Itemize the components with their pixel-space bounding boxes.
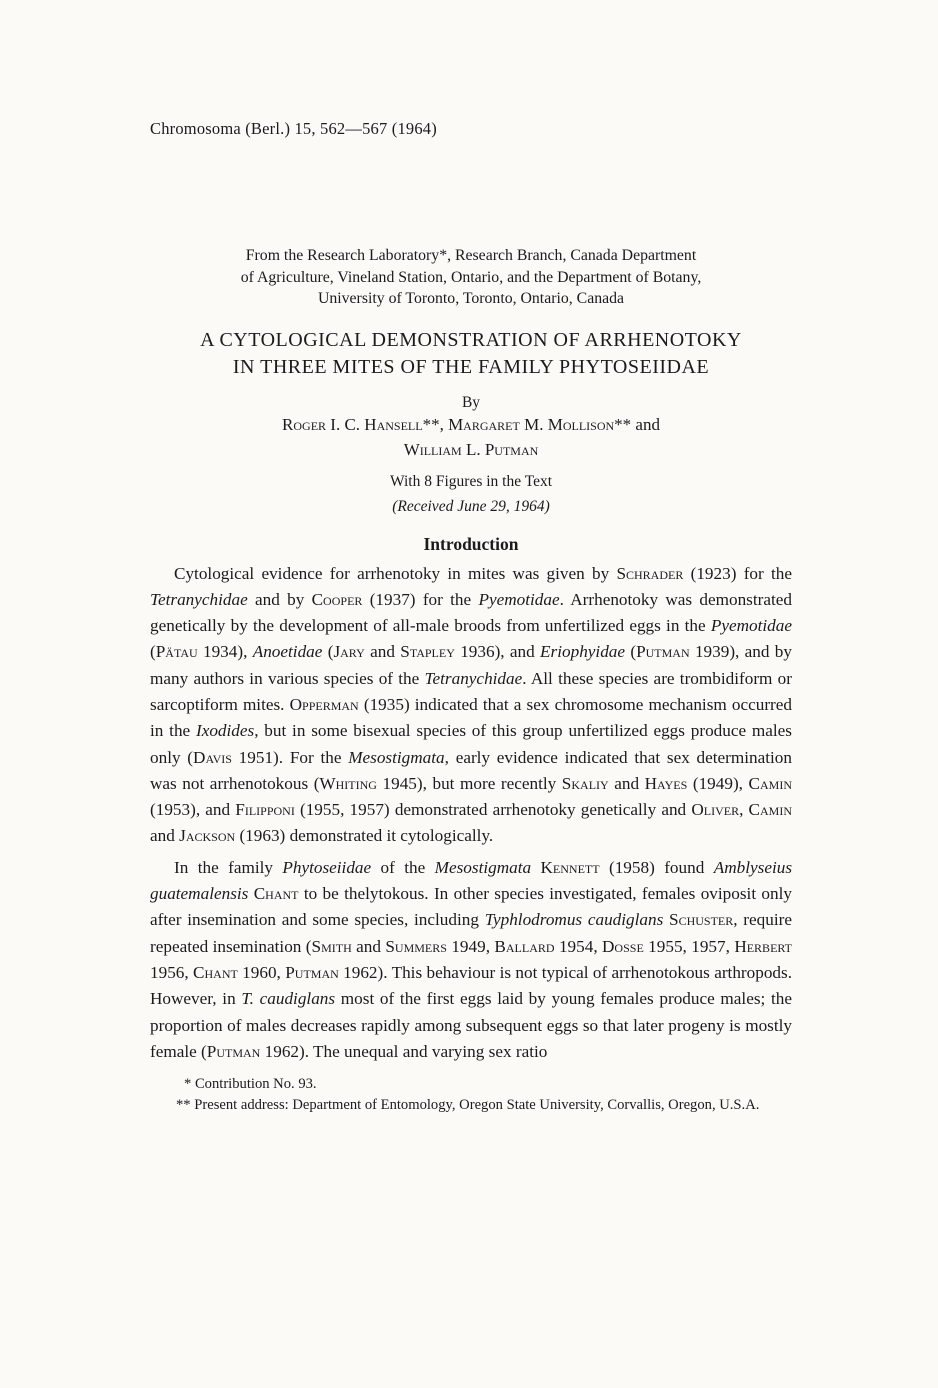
affiliation-line: of Agriculture, Vineland Station, Ontario, and the Department of Botany, [240, 268, 702, 286]
footnote-contribution: * Contribution No. 93. [184, 1076, 317, 1093]
received-date-line: (Received June 29, 1964) [392, 497, 550, 515]
footnotes-block [150, 1074, 792, 1116]
section-heading-introduction: Introduction [423, 533, 519, 554]
authors-line-2: William L. Putman [403, 439, 539, 459]
affiliation-block [150, 245, 792, 310]
affiliation-line: From the Research Laboratory*, Research Branch, Canada Department [245, 247, 697, 264]
byline-by-label: By [461, 393, 481, 411]
article-title [150, 327, 792, 381]
journal-citation: Chromosoma (Berl.) 15, 562—567 (1964) [150, 119, 437, 138]
page-content-column [150, 0, 792, 1116]
authors-line-1: Roger I. C. Hansell**, Margaret M. Mollison** and [282, 414, 660, 434]
article-title-line: A CYTOLOGICAL DEMONSTRATION OF ARRHENOTOKY [200, 328, 742, 351]
footnote-present-address: ** Present address: Department of Entomology, Oregon State University, Corvallis, Oregon, U.S.A. [176, 1097, 760, 1114]
figures-note: With 8 Figures in the Text [389, 472, 553, 490]
article-title-line: IN THREE MITES OF THE FAMILY PHYTOSEIIDAE [232, 355, 710, 378]
affiliation-line: University of Toronto, Toronto, Ontario, Canada [317, 290, 625, 307]
introduction-paragraph-2: In the family Phytoseiidae of the Mesostigmata Kennett (1958) found Amblyseius guatemalensis Chant to be thelytokous. In other species investigated, females oviposit only after insemination and some species, including Typhlodromus caudiglans Schuster, require repeated insemination (Smith and Summers 1949, Ballard 1954, Dosse 1955, 1957, Herbert 1956, Chant 1960, Putman 1962). This behaviour is not typical of arrhenotokous arthropods. However, in T. caudiglans most of the first eggs laid by young females produce males; the proportion of males decreases rapidly among subsequent eggs so that later progeny is mostly female (Putman 1962). The unequal and varying sex ratio [150, 857, 793, 1061]
introduction-paragraph-1: Cytological evidence for arrhenotoky in mites was given by Schrader (1923) for the Tetranychidae and by Cooper (1937) for the Pyemotidae. Arrhenotoky was demonstrated genetically by the development of all-male broods from unfertilized eggs in the Pyemotidae (Pätau 1934), Anoetidae (Jary and Stapley 1936), and Eriophyidae (Putman 1939), and by many authors in various species of the Tetranychidae. All these species are trombidiform or sarcoptiform mites. Opperman (1935) indicated that a sex chromosome mechanism occurred in the Ixodides, but in some bisexual species of this group unfertilized eggs produce males only (Davis 1951). For the Mesostigmata, early evidence indicated that sex determination was not arrhenotokous (Whiting 1945), but more recently Skaliy and Hayes (1949), Camin (1953), and Filipponi (1955, 1957) demonstrated arrhenotoky genetically and Oliver, Camin and Jackson (1963) demonstrated it cytologically. [150, 563, 793, 846]
